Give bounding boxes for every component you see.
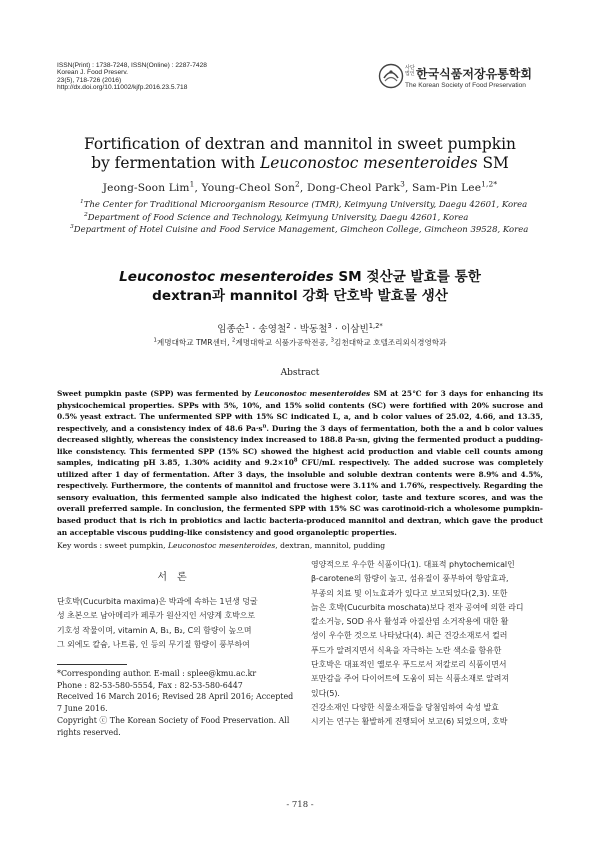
author-name: Young-Cheol Son [201,182,296,194]
affiliation-2 [80,212,550,225]
paper-title-en [40,135,560,173]
author-sup: 1,2* [481,179,498,189]
footnotes [57,668,297,738]
abstract-sup: 8 [293,457,298,464]
affiliation-text: Department of Food Science and Technology, Keimyung University, Daegu 42601, Korea [87,212,469,223]
journal-meta [57,62,287,92]
abstract-heading: Abstract [280,368,320,378]
affiliation-ko-text: 김천대학교 호텔조리외식경영학과 [334,338,447,347]
body-line: 건강소재인 다양한 식물소재들을 당첨임하여 숙성 발효 [311,702,499,712]
author-2 [201,179,300,194]
footnote-line: Phone : 82-53-580-5554, Fax : 82-53-580-6447 [57,680,243,690]
body-line: 시키는 연구는 활발하게 진행되어 보고(6) 되었으며, 호박 [311,717,508,727]
society-name-ko: 한국식품저장유통학회 [416,67,532,81]
section-title-introduction: 서론 [157,572,197,583]
paper-title-ko [40,268,560,306]
volume-pages: 23(5), 718-726 (2016) [57,76,122,84]
body-line: 있다(5). [311,688,340,698]
author-separator: , [194,182,202,194]
author-name: Jeong-Soon Lim [102,182,190,194]
affiliation-1 [80,199,550,212]
author-ko-sup: 3 [327,321,332,330]
affiliation-ko-text: 계명대학교 TMR센터, [156,338,232,347]
body-line: 단호박은 대표적인 옐로우 푸드로서 저칼로리 식품이면서 [311,660,507,670]
body-line: 기호성 작물이며, vitamin A, B₁, B₂, C의 함량이 높으며 [57,625,252,635]
affiliation-ko-text: 계명대학교 식품가공학전공, [235,338,331,347]
title-en-line1: Fortification of dextran and mannitol in sweet pumpkin [84,135,516,153]
title-ko-line2: dextran과 mannitol 강화 단호박 발효물 생산 [152,288,448,304]
author-ko-name: 박동철 [299,324,328,335]
keywords-text: sweet pumpkin, [104,541,168,550]
affiliation-ko-num: 2 [231,337,236,344]
author-name: Dong-Cheol Park [306,182,401,194]
body-line: β-carotene의 함량이 높고, 섬유질이 풍부하여 항암효과, [311,574,509,584]
author-3 [306,179,405,194]
affiliations-ko [40,337,560,348]
keywords-text: , dextran, mannitol, pudding [275,541,386,550]
abstract-text: CFU/mL respectively. The added sucrose was completely utilized after 1 day of fermentation. After 3 days, the insoluble and soluble dextran contents were 8.9% and 4.5%, respectively. Furthermore, the contents of mannitol and fructose were 3.11% and 1.76%, respectively. Regarding the sensory evaluation, this fermented sample also indicated the highest color, taste and texture scores, and was the overall preferred sample. In conclusion, the fermented SPP with 15% SC was carotinoid-rich a wholesome pumpkin-based product that is rich in probiotics and lactic bacteria-produced mannitol and dextran, which gave the product an acceptable viscous pudding-like consistency and good organoleptic properties. [57,458,544,537]
abstract-text: . During the 3 days of fermentation, both the a and b color values decreased slightly, whereas the consistency index increased to 188.8 Pa·sn, giving the fermented product a pudding-like consistency. This fermented SPP (15% SC) showed the highest acid production and viable cell counts among samples, indicating pH 3.85, 1.30% acidity and 9.2×10 [57,423,543,468]
author-name: Sam-Pin Lee [411,182,482,194]
author-ko-sup: 1 [245,321,250,330]
author-ko-sup: 2 [286,321,291,330]
footnote-line: Received 16 March 2016; Revised 28 April 2016; Accepted [57,692,294,702]
title-en-line2-post: SM [477,154,509,172]
abstract-text: Sweet pumpkin paste (SPP) was fermented by [57,389,255,398]
author-ko-separator: · [331,324,341,335]
title-ko-line1 [40,268,560,287]
abstract-sup: n [262,423,267,430]
affiliation-text: Department of Hotel Cuisine and Food Service Management, Gimcheon College, Gimcheon 39528, Korea [73,225,529,236]
author-ko-separator: · [249,324,259,335]
abstract-body [57,388,543,538]
keywords-species: Leuconostoc mesenteroides [167,541,276,550]
affiliations-en [70,198,550,237]
title-en-line2 [40,154,560,173]
footnote-line: Copyright ⓒ The Korean Society of Food Preservation. All [57,715,290,725]
body-line: 포만감을 주어 다이어트에 도움이 되는 식품소재로 알려져 [311,674,509,684]
body-line: 영양적으로 우수한 식품이다(1). 대표적 phytochemical인 [311,560,515,569]
affiliation-num: 2 [84,210,88,218]
author-sup: 3 [400,179,405,189]
society-prefix: 사단 법인 [405,65,415,77]
author-separator: , [404,182,412,194]
body-line: 성이 우수한 것으로 나타났다(4). 최근 건강소재로서 컬러 [311,631,508,641]
keywords-label: Key words : [57,541,105,550]
author-sup: 1 [189,179,195,189]
right-column-body [311,558,546,730]
society-name-en: The Korean Society of Food Preservation [405,82,526,89]
affiliation-num: 3 [70,223,74,231]
body-line: 부종의 치료 및 이뇨효과가 있다고 보고되었다(2,3). 또한 [311,588,508,598]
author-sup: 2 [295,179,300,189]
abstract-text: SM at 25℃ for 3 days for enhancing its physicochemical properties. SPPs with 5%, 10%, and 15% solid contents (SC) were fortified with 20% sucrose and 0.5% yeast extract. The unfermented SPP with 15% SC indicated L, a, and b color values of 25.02, 4.66, and 13.35, respectively, and a consistency index of 48.6 Pa·s [57,389,543,433]
footnote-divider [57,664,127,665]
affiliation-num: 1 [80,198,84,206]
author-separator: , [299,182,307,194]
footnote-line: *Corresponding author. E-mail : splee@kmu.ac.kr [57,669,257,678]
body-line: 칼소거능, SOD 유사 활성과 아질산염 소거작용에 대한 활 [311,617,509,627]
journal-name: Korean J. Food Preserv. [57,69,128,77]
body-line: 늙은 호박(Cucurbita moschata)보다 전자 공여에 의한 라디 [311,602,524,612]
author-ko-name: 이삼빈 [340,324,369,335]
author-ko-name: 임종순 [217,324,245,335]
author-ko-separator: · [290,324,300,335]
issn-line: ISSN(Print) : 1738-7248, ISSN(Online) : 2287-7428 [57,62,207,69]
author-4 [411,179,498,194]
footnote-line: rights reserved. [57,727,121,737]
authors-en [40,179,560,194]
title-ko-species: Leuconostoc mesenteroides [119,269,334,285]
author-1 [102,179,195,194]
affiliation-ko-num: 1 [153,337,157,344]
body-line: 푸드가 알려지면서 식욕을 자극하는 노란 색소를 함유한 [311,645,502,655]
society-logo-icon [378,63,404,89]
author-ko-name: 송영철 [258,324,287,335]
affiliation-ko-num: 3 [330,337,335,344]
body-line: 그 외에도 칼슘, 나트륨, 인 등의 무기질 함량이 풍부하여 [57,639,250,649]
title-en-species: Leuconostoc mesenteroides [260,154,478,172]
affiliation-3 [70,224,550,237]
page-number: - 718 - [286,800,314,810]
society-header [378,63,553,93]
body-line: 단호박(Cucurbita maxima)은 박과에 속하는 1년생 덩굴 [57,597,258,606]
title-ko-line1-post: SM 젖산균 발효를 통한 [333,269,481,285]
footnote-line: 7 June 2016. [57,704,108,714]
abstract-species: Leuconostoc mesenteroides [254,389,371,398]
body-line: 성 초본으로 남아메리카 페루가 원산지인 서양계 호박으로 [57,611,255,621]
keywords [57,541,543,550]
author-ko-sup: 1,2* [368,321,383,330]
left-column-body [57,595,297,652]
affiliation-text: The Center for Traditional Microorganism Resource (TMR), Keimyung University, Daegu 42601, Korea [83,200,528,210]
title-en-line2-pre: by fermentation with [91,154,261,172]
authors-ko [40,321,560,335]
doi-link[interactable]: http://dx.doi.org/10.11002/kjfp.2016.23.5.718 [57,84,188,92]
